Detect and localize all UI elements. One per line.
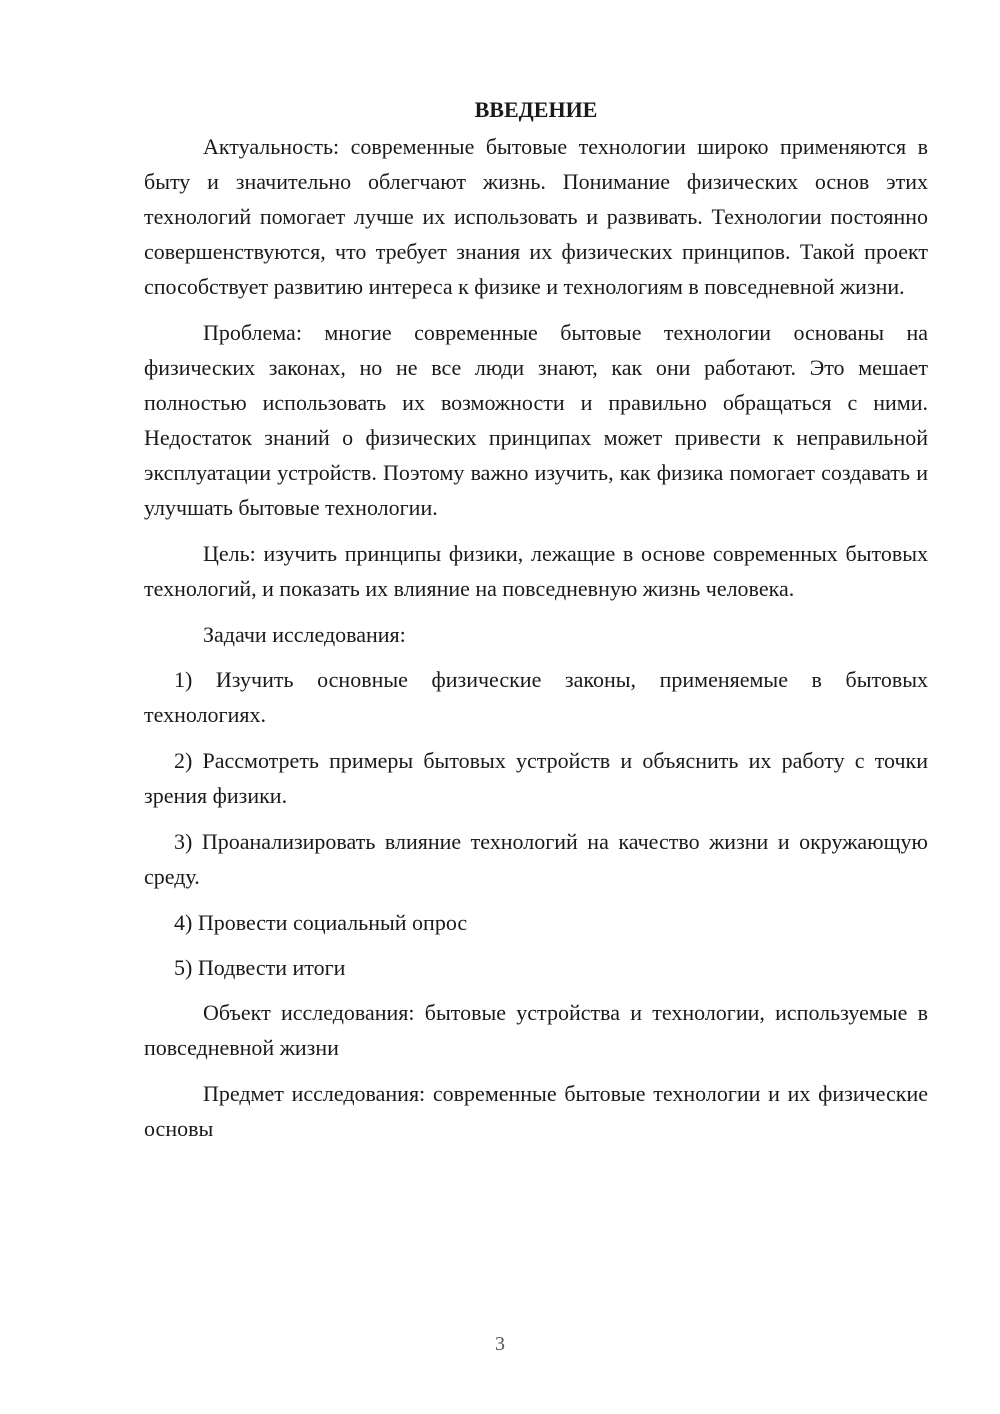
task-item-3: 3) Проанализировать влияние технологий на качество жизни и окружающую среду. (144, 829, 928, 889)
object-paragraph: Объект исследования: бытовые устройства и технологии, используемые в повседневной жизни (144, 1000, 928, 1060)
page-number: 3 (495, 1333, 505, 1355)
section-title: ВВЕДЕНИЕ (474, 97, 598, 122)
task-item-5: 5) Подвести итоги (174, 955, 346, 980)
goal-paragraph: Цель: изучить принципы физики, лежащие в основе современных бытовых технологий, и показать их влияние на повседневную жизнь человека. (144, 541, 928, 601)
tasks-heading: Задачи исследования: (203, 622, 406, 647)
subject-paragraph: Предмет исследования: современные бытовые технологии и их физические основы (144, 1081, 928, 1141)
task-item-2: 2) Рассмотреть примеры бытовых устройств и объяснить их работу с точки зрения физики. (144, 748, 928, 808)
task-item-4: 4) Провести социальный опрос (174, 910, 468, 935)
relevance-paragraph: Актуальность: современные бытовые технологии широко применяются в быту и значительно облегчают жизнь. Понимание физических основ этих технологий помогает лучше их использовать и развивать. Технологии постоянно совершенствуются, что требует знания их физических принципов. Такой проект способствует развитию интереса к физике и технологиям в повседневной жизни. (144, 134, 928, 299)
task-item-1: 1) Изучить основные физические законы, применяемые в бытовых технологиях. (144, 667, 928, 727)
document-page (144, 92, 928, 1157)
problem-paragraph: Проблема: многие современные бытовые технологии основаны на физических законах, но не все люди знают, как они работают. Это мешает полностью использовать их возможности и правильно обращаться с ними. Недостаток знаний о физических принципах может привести к неправильной эксплуатации устройств. Поэтому важно изучить, как физика помогает создавать и улучшать бытовые технологии. (144, 320, 928, 520)
